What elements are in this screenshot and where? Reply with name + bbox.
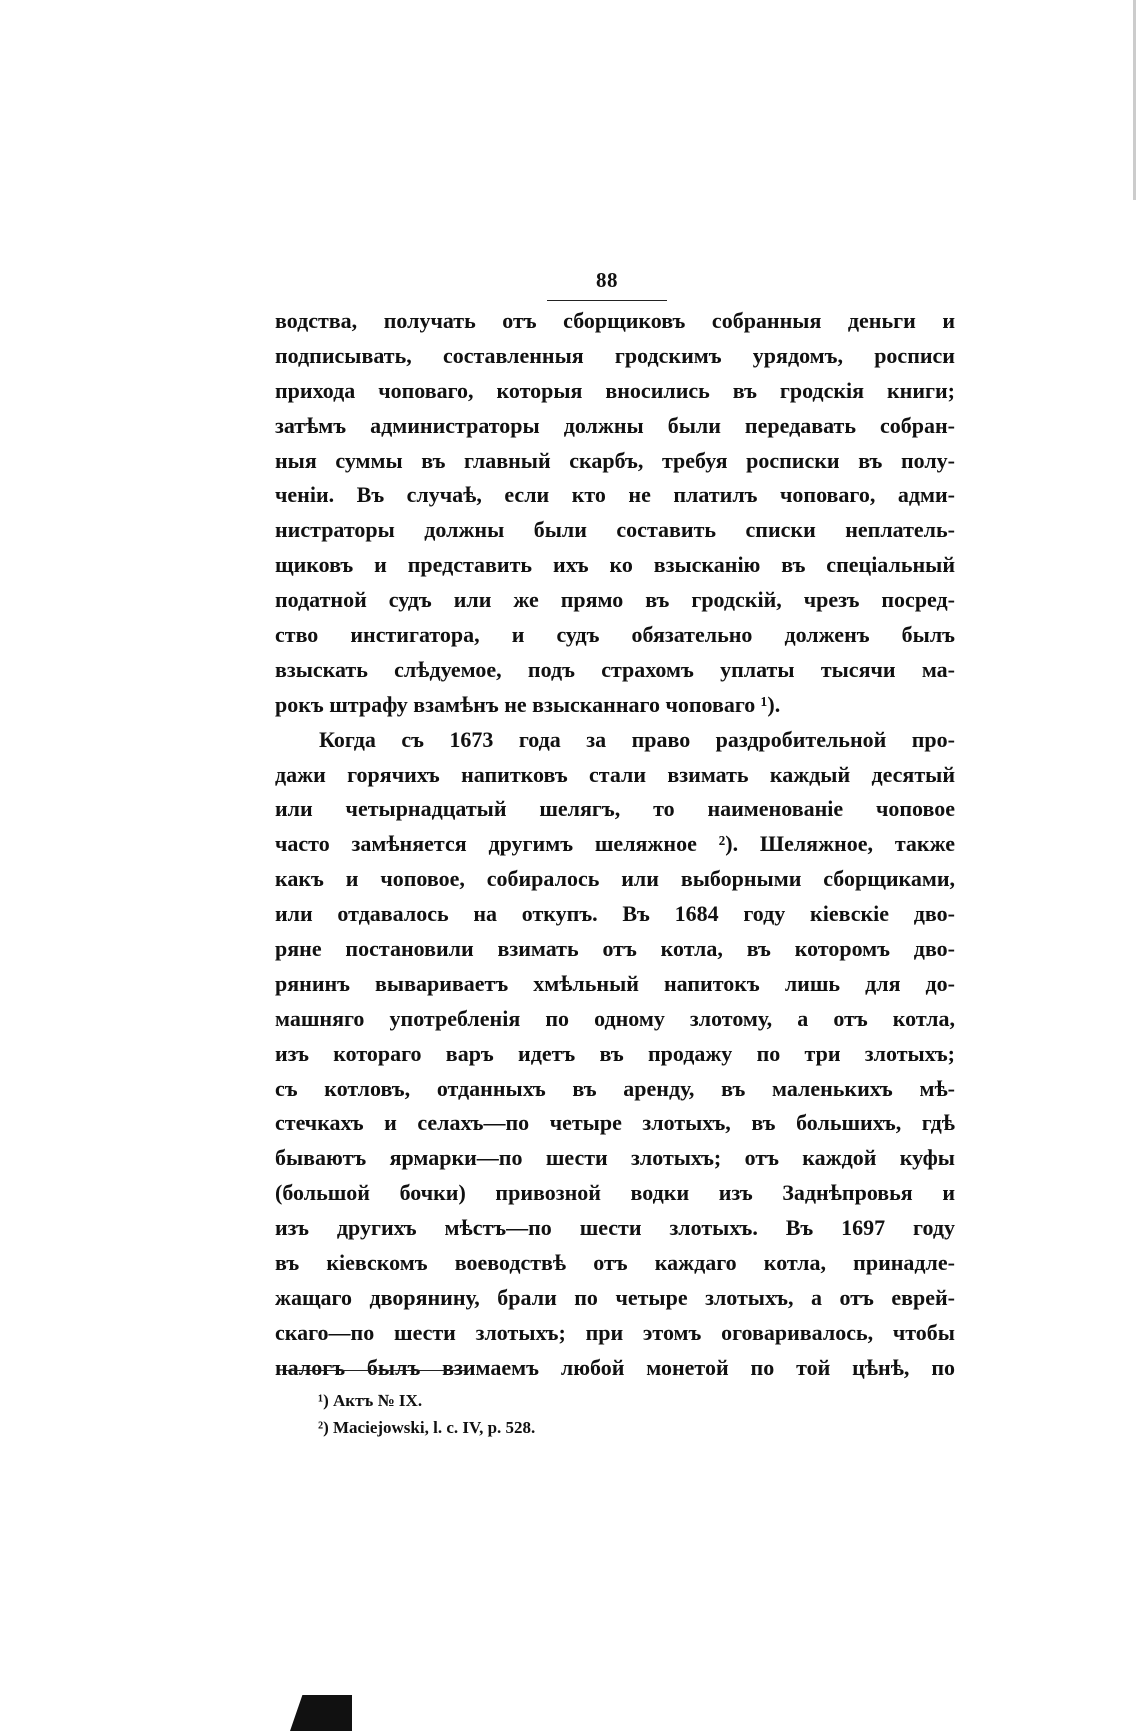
text-line: Когда съ 1673 года за право раздробительной про- — [319, 726, 955, 752]
text-line: или отдавалось на откупъ. Въ 1684 году кіевскіе дво- — [275, 901, 955, 927]
text-line: скаго—по шести злотыхъ; при этомъ оговаривалось, чтобы — [275, 1319, 955, 1345]
text-line: ныя суммы въ главный скарбъ, требуя росписки въ полу- — [275, 447, 955, 473]
text-line: часто замѣняется другимъ шеляжное ²). Шеляжное, также — [275, 831, 955, 857]
text-line: бываютъ ярмарки—по шести злотыхъ; отъ каждой куфы — [275, 1145, 955, 1171]
text-line: нистраторы должны были составить списки неплатель- — [275, 517, 955, 543]
footnote-1: ¹) Актъ № IX. — [318, 1391, 423, 1410]
text-line: ство инстигатора, и судъ обязательно долженъ былъ — [275, 622, 955, 648]
page-number: 88 — [596, 268, 618, 292]
text-line: рокъ штрафу взамѣнъ не взысканнаго чоповаго ¹). — [275, 691, 781, 717]
text-line: взыскать слѣдуемое, подъ страхомъ уплаты тысячи ма- — [275, 656, 955, 682]
text-line: щиковъ и представить ихъ ко взысканію въ спеціальный — [275, 552, 955, 578]
text-line: (большой бочки) привозной водки изъ Заднѣпровья и — [275, 1180, 955, 1206]
footnote-2: ²) Maciejowski, l. c. IV, p. 528. — [318, 1418, 536, 1437]
text-line: податной судъ или же прямо въ гродскій, чрезъ посред- — [275, 587, 955, 613]
text-line: ченіи. Въ случаѣ, если кто не платилъ чоповаго, адми- — [275, 482, 955, 508]
text-line: какъ и чоповое, собиралось или выборными сборщиками, — [275, 866, 955, 892]
footnote-rule — [285, 1370, 465, 1371]
text-line: прихода чоповаго, которыя вносились въ гродскія книги; — [275, 377, 955, 403]
scan-edge-shadow — [1133, 0, 1136, 200]
text-line: водства, получать отъ сборщиковъ собранныя деньги и — [275, 308, 955, 333]
text-line: или четырнадцатый шелягъ, то наименованіе чоповое — [275, 796, 955, 822]
text-line: ряне постановили взимать отъ котла, въ которомъ дво- — [275, 936, 955, 962]
text-line: жащаго дворянину, брали по четыре злотыхъ, а отъ еврей- — [275, 1284, 955, 1310]
text-line: машняго употребленія по одному злотому, а отъ котла, — [275, 1005, 955, 1031]
text-line: затѣмъ администраторы должны были передавать собран- — [275, 412, 955, 438]
text-line: стечкахъ и селахъ—по четыре злотыхъ, въ большихъ, гдѣ — [275, 1110, 955, 1136]
scan-artifact-mark — [290, 1695, 352, 1731]
body-text — [275, 304, 955, 1386]
text-line: дажи горячихъ напитковъ стали взимать каждый десятый — [275, 761, 955, 787]
text-line: въ кіевскомъ воеводствѣ отъ каждаго котла, принадле- — [275, 1250, 955, 1276]
text-line: съ котловъ, отданныхъ въ аренду, въ маленькихъ мѣ- — [275, 1075, 955, 1101]
footnotes — [318, 1387, 818, 1441]
text-line: изъ котораго варъ идетъ въ продажу по три злотыхъ; — [275, 1040, 955, 1066]
text-line: изъ другихъ мѣстъ—по шести злотыхъ. Въ 1697 году — [275, 1215, 955, 1241]
text-line: подписывать, составленныя гродскимъ урядомъ, росписи — [275, 342, 955, 368]
text-line: рянинъ вывариваетъ хмѣльный напитокъ лишь для до- — [275, 970, 955, 996]
text-line: налогъ былъ взимаемъ любой монетой по той цѣнѣ, по — [275, 1354, 955, 1380]
header-rule — [547, 300, 667, 301]
